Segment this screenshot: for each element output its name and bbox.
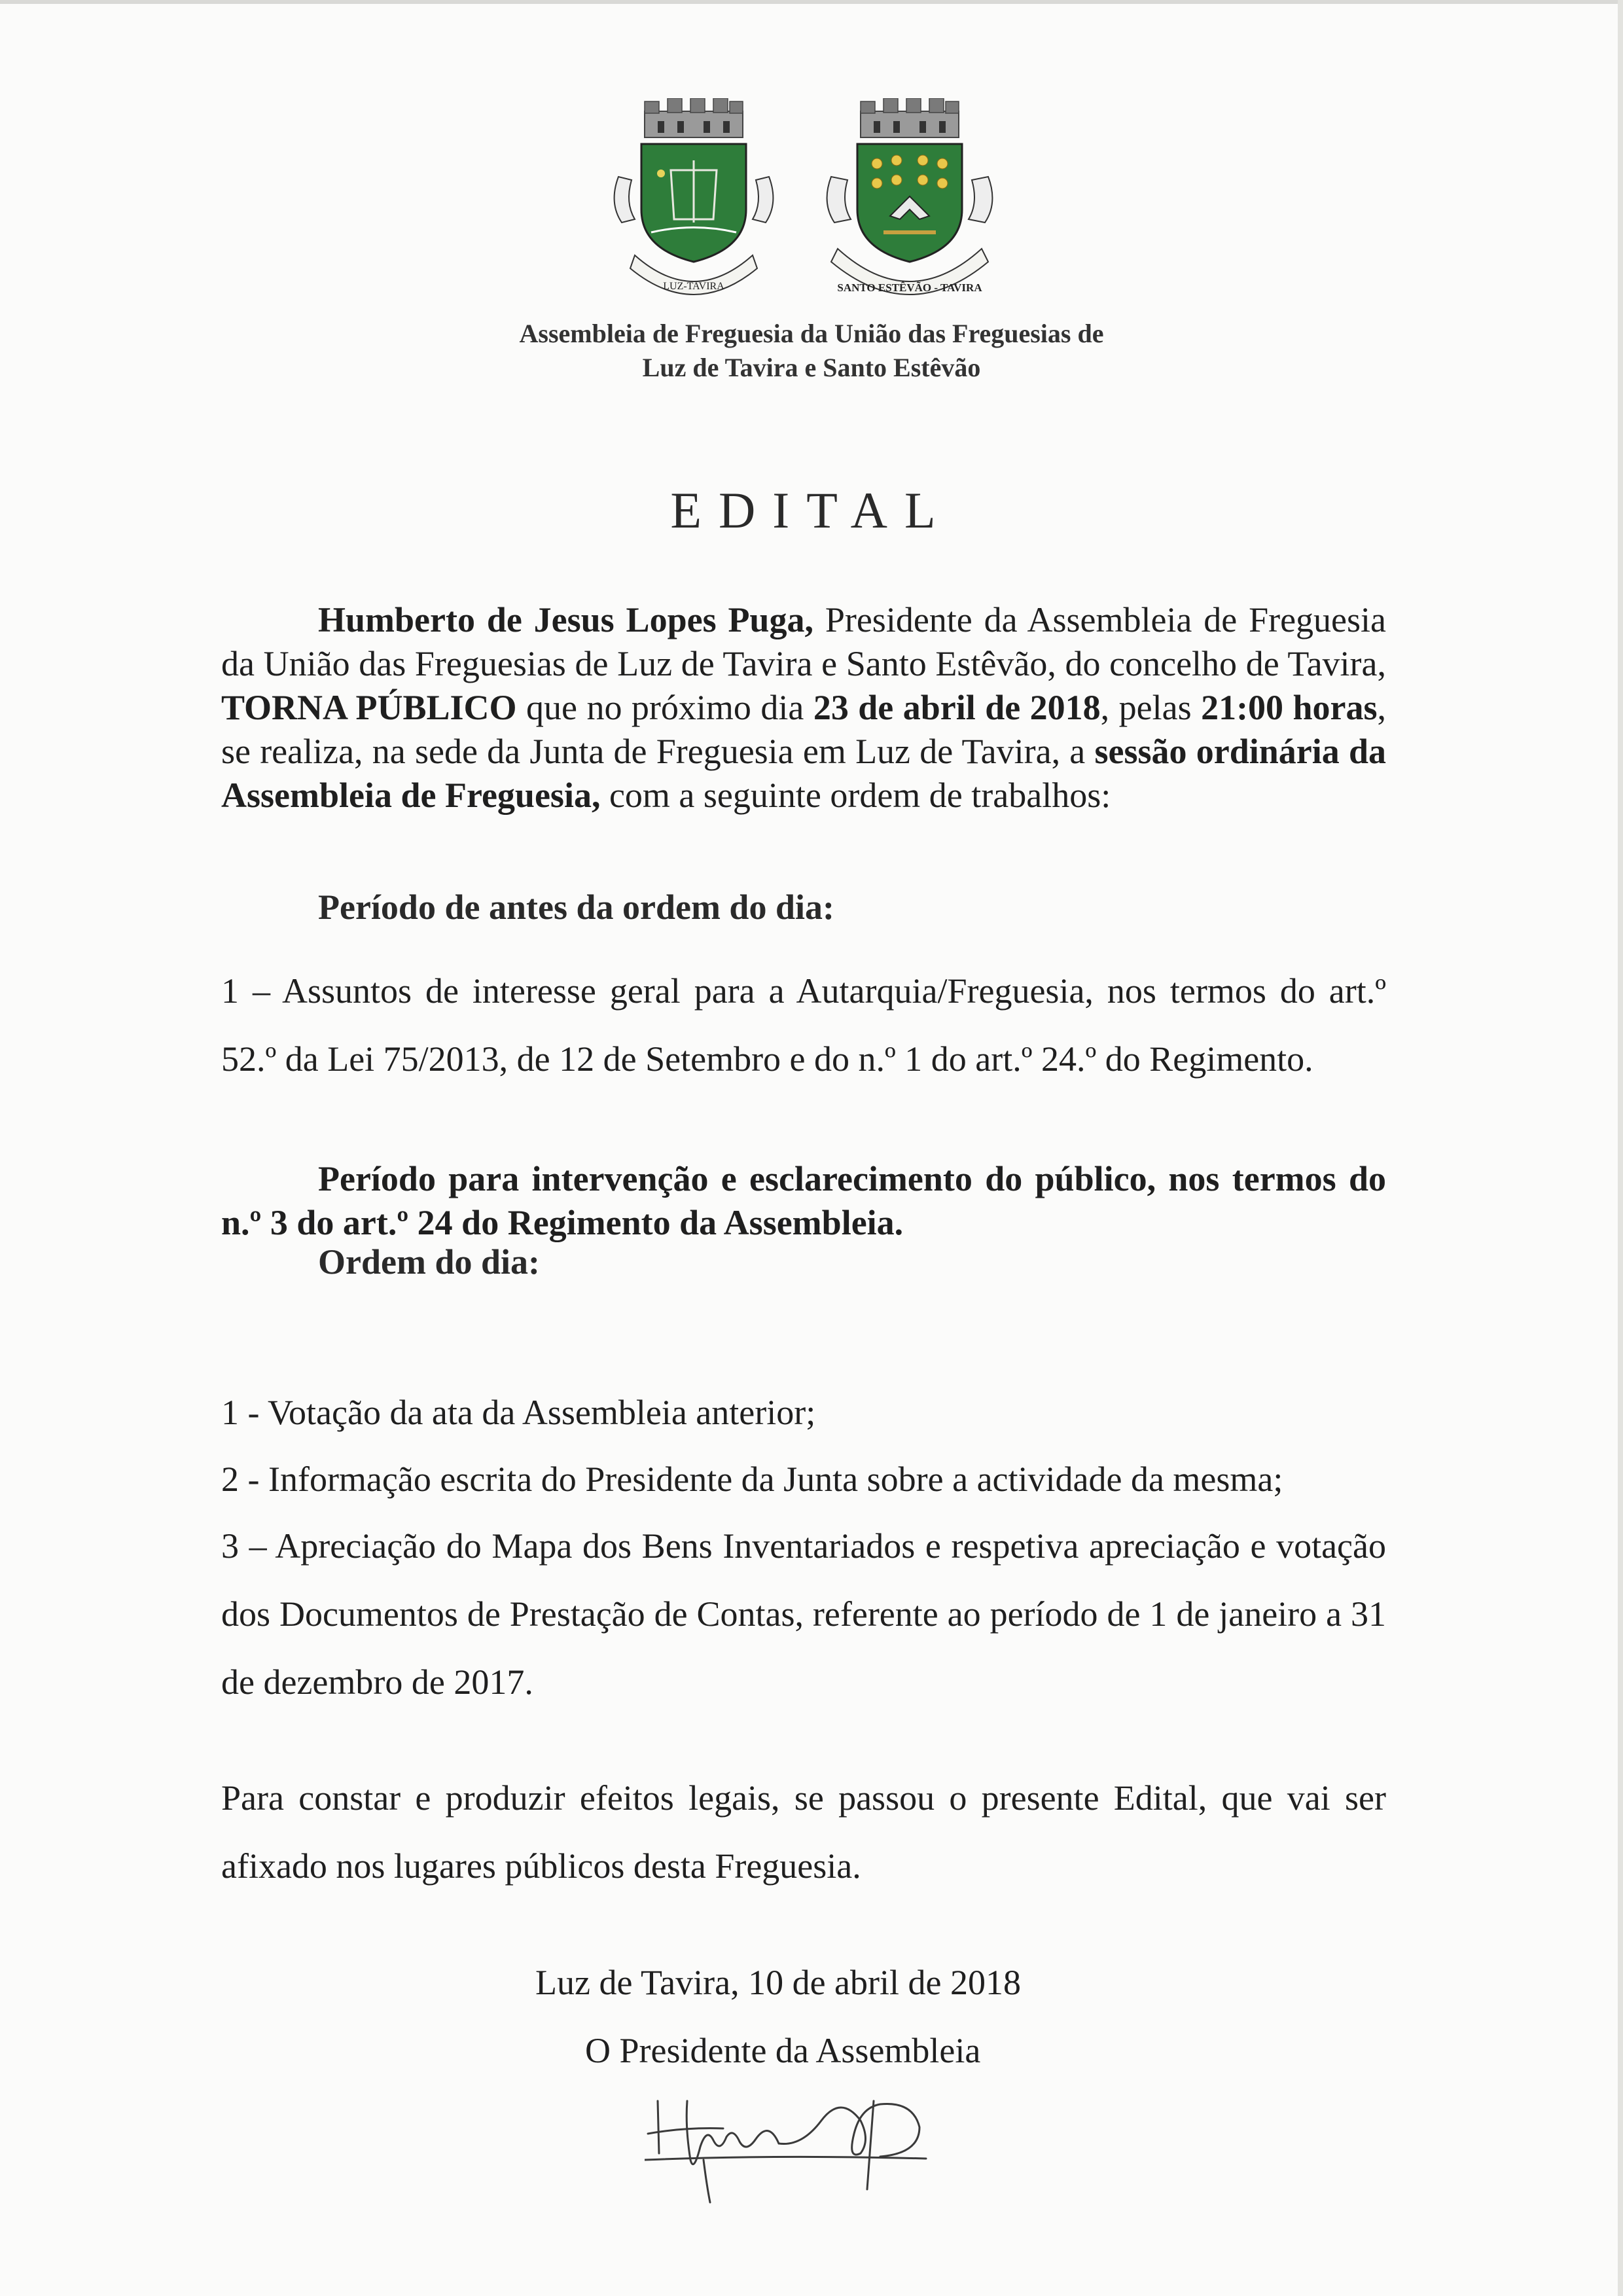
crest-santo-motto: SANTO ESTÊVÃO - TAVIRA <box>837 281 982 294</box>
ordem-item: 3 – Apreciação do Mapa dos Bens Inventariados e respetiva apreciação e votação dos Documentos de Prestação de Contas, referente ao período de 1 de janeiro a 31 de dezembro de 2017. <box>221 1526 1386 1702</box>
session-time: 21:00 horas <box>1201 688 1378 727</box>
place-date: Luz de Tavira, 10 de abril de 2018 <box>535 1963 1021 2002</box>
scan-edge-top <box>0 0 1623 4</box>
signatory-title: O Presidente da Assembleia <box>585 2031 981 2070</box>
antes-heading: Período de antes da ordem do dia: <box>318 888 834 927</box>
document-title: EDITAL <box>670 482 953 539</box>
intro-text-4: , se realiza, na sede da Junta de Freguesia em Luz de Tavira, a <box>221 688 1387 771</box>
coats-of-arms <box>0 98 1623 321</box>
assembly-name-line2: Luz de Tavira e Santo Estêvão <box>642 353 981 382</box>
ordem-item: 1 - Votação da ata da Assembleia anterior; <box>221 1393 816 1432</box>
intro-text-1: Presidente da Assembleia de Freguesia da União das Freguesias de Luz de Tavira e Santo Estêvão, do concelho de Tavira, <box>221 600 1386 683</box>
antes-item: 1 – Assuntos de interesse geral para a Autarquia/Freguesia, nos termos do art.º 52.º da Lei 75/2013, de 12 de Setembro e do n.º 1 do art.º 24.º do Regimento. <box>221 971 1386 1079</box>
periodo-publico: Período para intervenção e esclarecimento do público, nos termos do n.º 3 do art.º 24 do Regimento da Assembleia. <box>221 1159 1386 1242</box>
ordem-heading: Ordem do dia: <box>318 1242 541 1282</box>
session-type: sessão ordinária da Assembleia de Freguesia, <box>221 732 1386 815</box>
intro-text-2: que no próximo dia <box>516 688 813 727</box>
crest-luz-motto: LUZ-TAVIRA <box>663 281 724 292</box>
torna-publico: TORNA PÚBLICO <box>221 688 517 727</box>
santo-estevao-crest-icon <box>812 98 1008 314</box>
president-name: Humberto de Jesus Lopes Puga, <box>318 600 813 639</box>
closing-paragraph: Para constar e produzir efeitos legais, se passou o presente Edital, que vai ser afixado nos lugares públicos desta Freguesia. <box>221 1778 1386 1886</box>
assembly-name-line1: Assembleia de Freguesia da União das Freguesias de <box>519 319 1104 348</box>
intro-text-5: com a seguinte ordem de trabalhos: <box>600 776 1111 815</box>
handwritten-signature <box>645 2081 985 2212</box>
luz-tavira-crest-icon <box>605 98 782 314</box>
session-date: 23 de abril de 2018 <box>813 688 1101 727</box>
intro-text-3: , pelas <box>1100 688 1202 727</box>
ordem-item: 2 - Informação escrita do Presidente da Junta sobre a actividade da mesma; <box>221 1460 1283 1499</box>
intro-paragraph <box>221 598 1386 817</box>
